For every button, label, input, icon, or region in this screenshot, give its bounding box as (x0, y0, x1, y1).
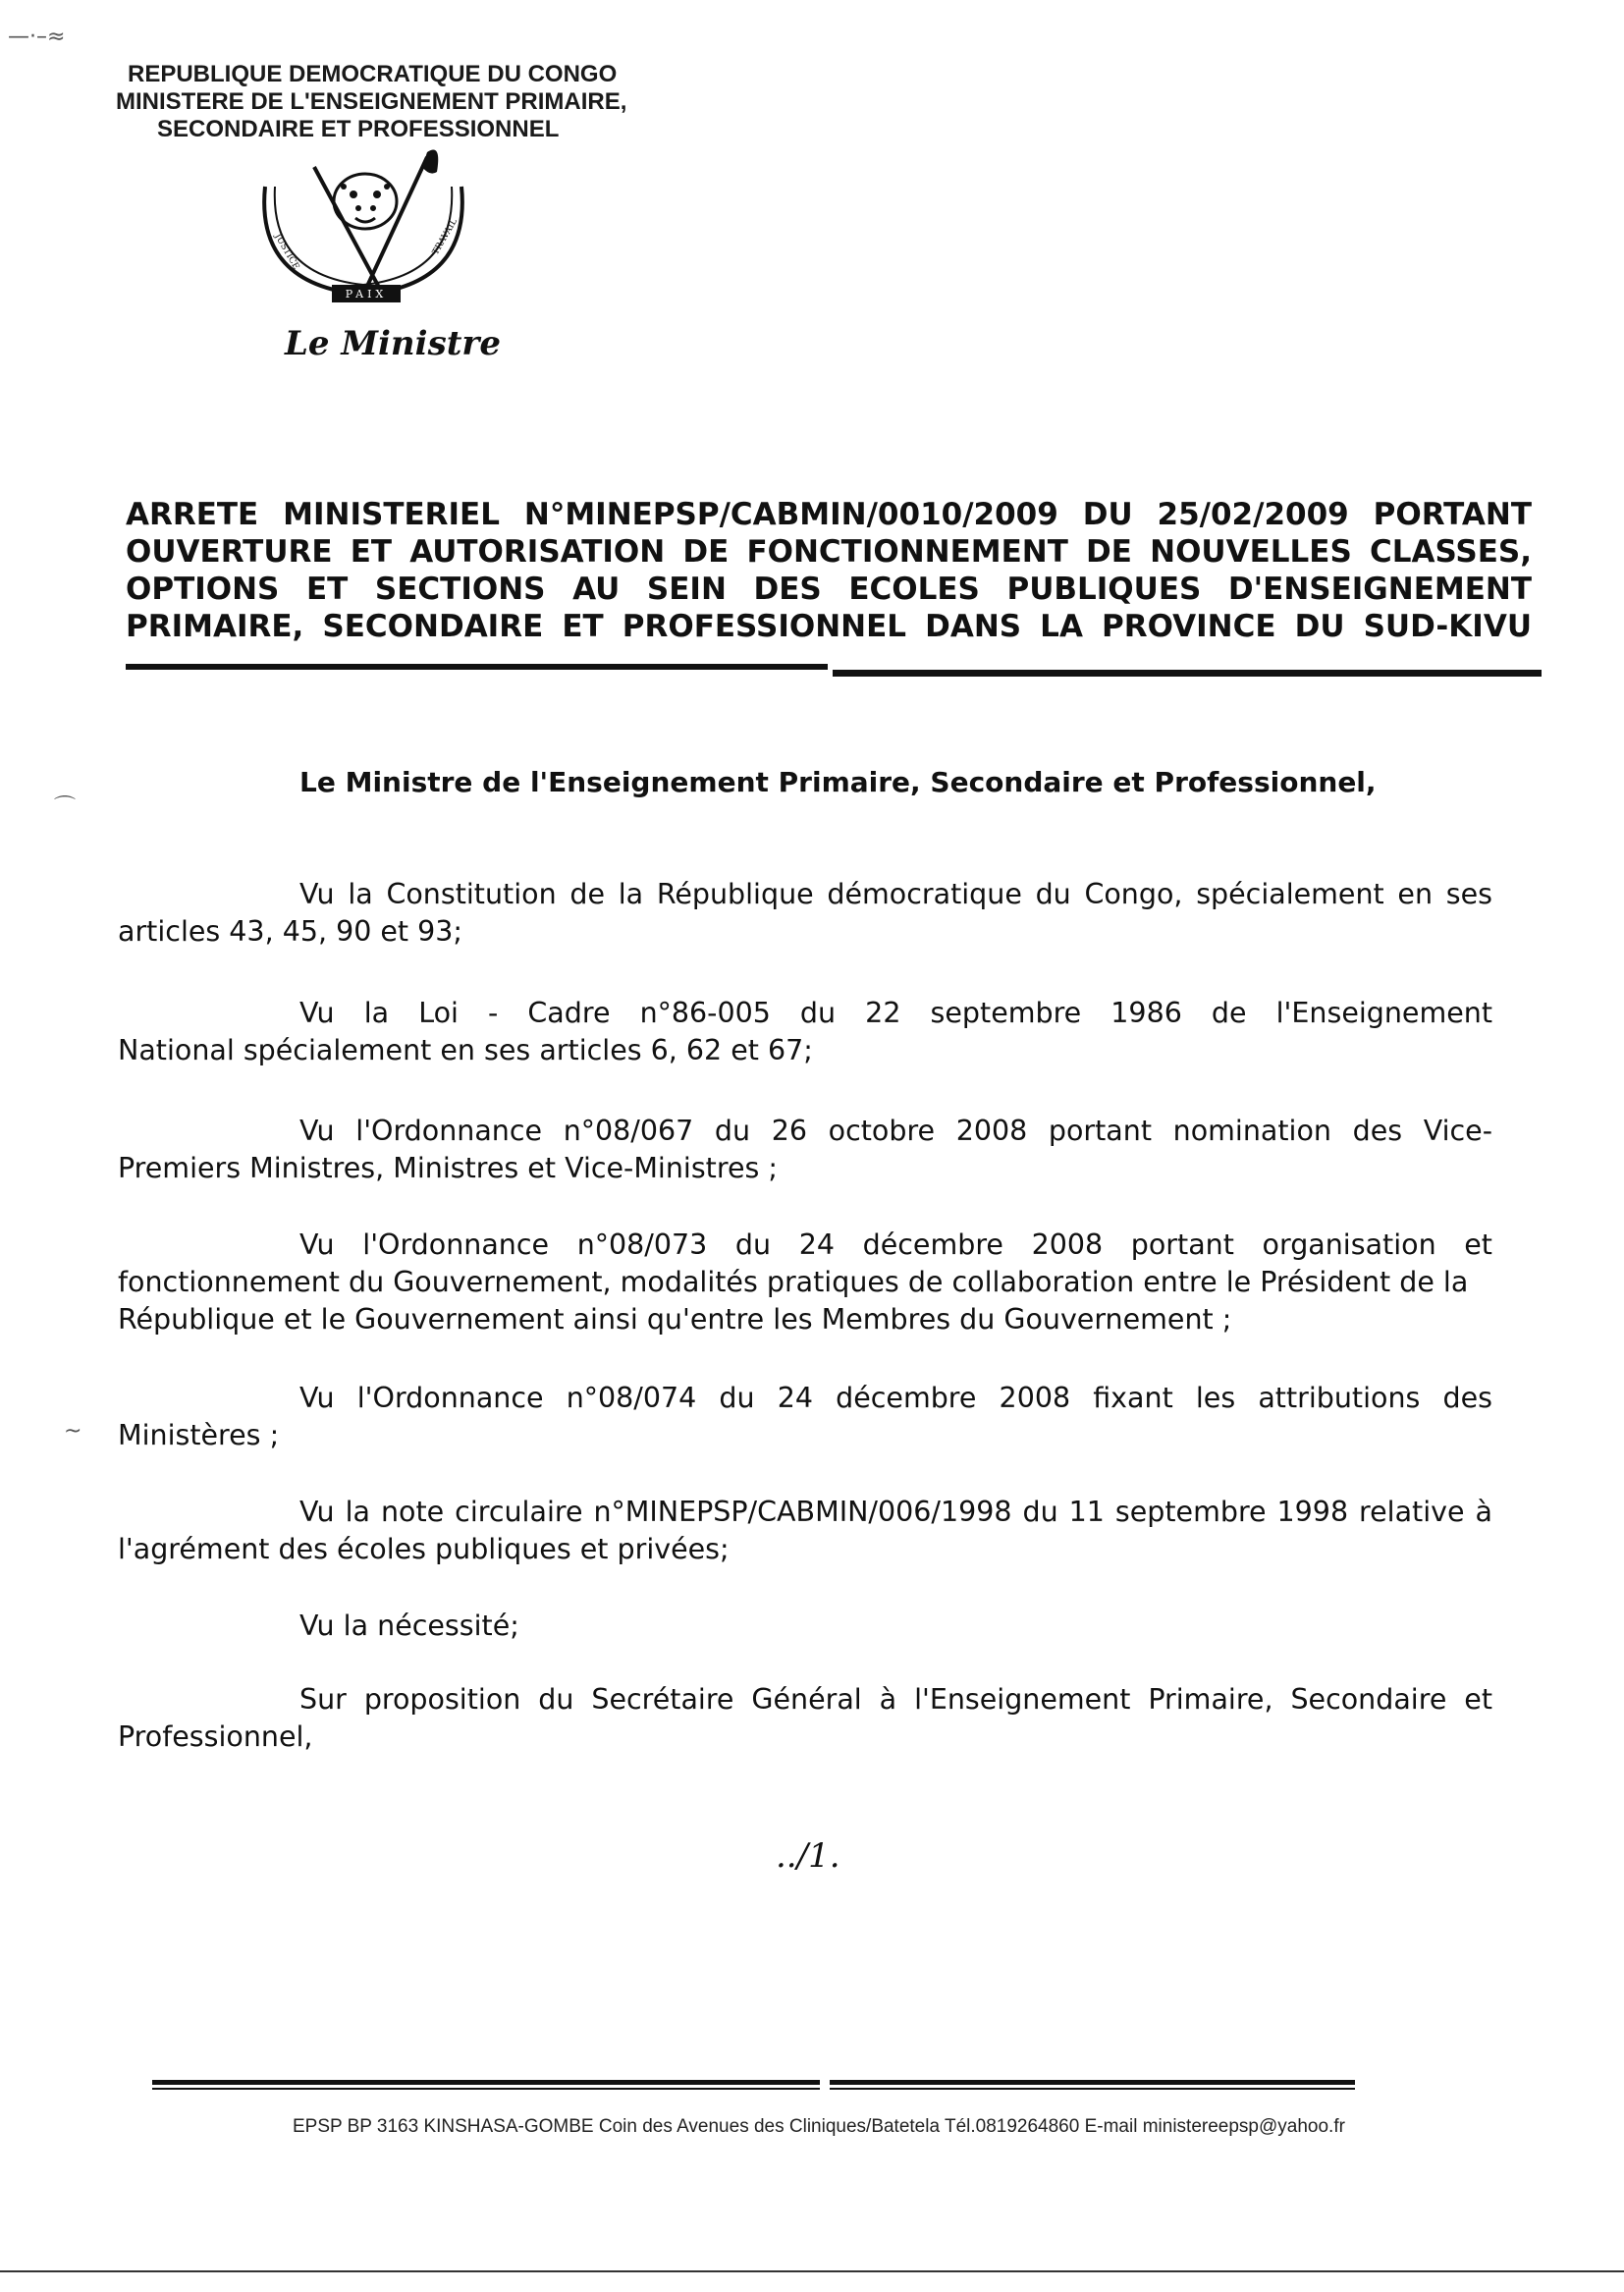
title-rule (126, 664, 828, 670)
title-line: OUVERTURE ET AUTORISATION DE FONCTIONNEMENT DE NOUVELLES CLASSES, (126, 534, 1532, 570)
footer-rule (830, 2080, 1355, 2085)
preamble: Le Ministre de l'Enseignement Primaire, Secondaire et Professionnel, (299, 766, 1377, 798)
consideration-ordonnance-074: Vu l'Ordonnance n°08/074 du 24 décembre 2008 fixant les attributions des Ministères ; (118, 1382, 1492, 1451)
footer-rule (152, 2088, 820, 2090)
scan-mark: ⌒ (54, 795, 77, 820)
scan-edge-line (0, 2270, 1624, 2272)
title-line: ARRETE MINISTERIEL N°MINEPSP/CABMIN/0010/2009 DU 25/02/2009 PORTANT (126, 497, 1532, 532)
svg-text:JUSTICE: JUSTICE (272, 232, 301, 272)
footer-rule (152, 2080, 820, 2085)
consideration-constitution: Vu la Constitution de la République démocratique du Congo, spécialement en ses articles 43, 45, 90 et 93; (118, 878, 1492, 948)
minister-signature-title: Le Ministre (285, 324, 501, 363)
header-ministry-cont: SECONDAIRE ET PROFESSIONNEL (157, 116, 560, 142)
consideration-note-circulaire: Vu la note circulaire n°MINEPSP/CABMIN/006/1998 du 11 septembre 1998 relative à l'agrément des écoles publiques et privées; (118, 1496, 1492, 1565)
decree-title (126, 496, 1532, 645)
consideration-loi-cadre: Vu la Loi - Cadre n°86-005 du 22 septembre 1986 de l'Enseignement National spécialement en ses articles 6, 62 et 67; (118, 997, 1492, 1066)
svg-text:PAIX: PAIX (345, 288, 388, 300)
title-rule (833, 670, 1542, 677)
page-continuation-marker: ../1. (776, 1836, 840, 1876)
title-line: PRIMAIRE, SECONDAIRE ET PROFESSIONNEL DANS LA PROVINCE DU SUD-KIVU (126, 609, 1532, 644)
title-line: OPTIONS ET SECTIONS AU SEIN DES ECOLES PUBLIQUES D'ENSEIGNEMENT (126, 572, 1532, 607)
consideration-proposition: Sur proposition du Secrétaire Général à l'Enseignement Primaire, Secondaire et Professionnel, (118, 1683, 1492, 1753)
scan-mark: ~ (64, 1419, 82, 1444)
header-country: REPUBLIQUE DEMOCRATIQUE DU CONGO (128, 61, 618, 87)
header-ministry: MINISTERE DE L'ENSEIGNEMENT PRIMAIRE, (116, 88, 627, 115)
svg-text:TRAVAIL: TRAVAIL (430, 217, 460, 257)
coat-of-arms-emblem (245, 147, 481, 324)
footer-rule (830, 2088, 1355, 2090)
consideration-ordonnance-067: Vu l'Ordonnance n°08/067 du 26 octobre 2008 portant nomination des Vice- Premiers Ministres, Ministres et Vice-Ministres ; (118, 1115, 1492, 1184)
consideration-necessite: Vu la nécessité; (299, 1610, 519, 1642)
scan-mark: —·–≈ (8, 25, 66, 49)
consideration-ordonnance-073: Vu l'Ordonnance n°08/073 du 24 décembre 2008 portant organisation et fonctionnement du Gouvernement, modalités pratiques de collaboration entre le Président de la République et le Gouvernement ainsi qu'entre les Membres du Gouvernement ; (118, 1228, 1492, 1336)
footer-address: EPSP BP 3163 KINSHASA-GOMBE Coin des Avenues des Cliniques/Batetela Tél.0819264860 E-mail ministereepsp@yahoo.fr (293, 2116, 1345, 2137)
